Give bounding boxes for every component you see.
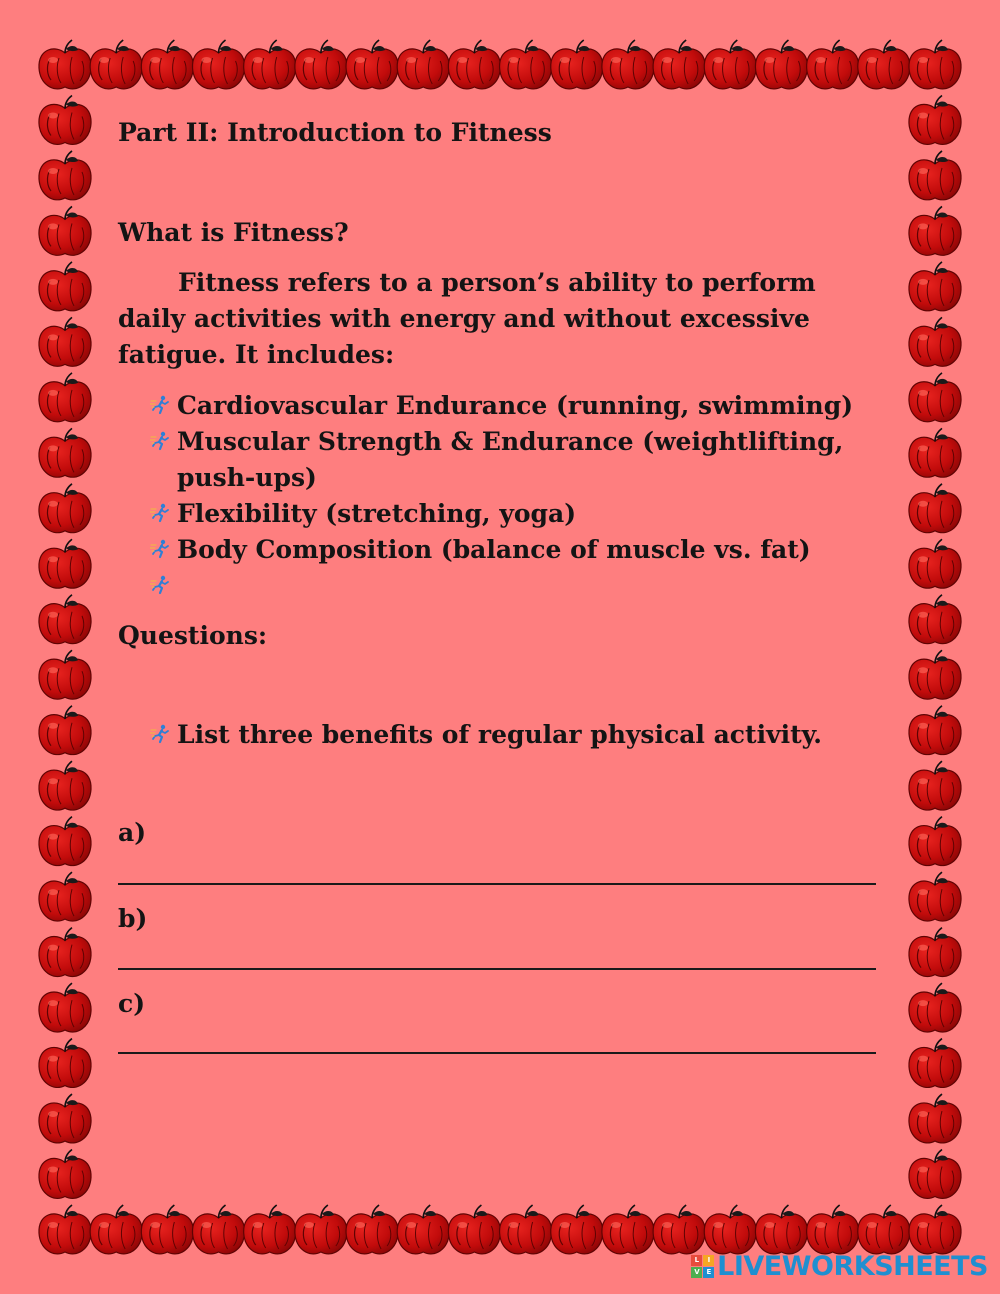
apple-icon [141,40,193,89]
apple-icon [39,595,91,644]
apple-icon [39,373,91,422]
apple-icon [858,40,910,89]
answer-label-b: b) [118,904,148,933]
apple-icon [755,40,807,89]
apple-icon [39,428,91,477]
questions-list [150,717,880,753]
list-item [150,424,880,496]
apple-icon [39,40,91,89]
answer-line-a[interactable] [118,883,876,885]
apple-icon [39,206,91,255]
apple-icon [909,262,961,311]
apple-icon [39,650,91,699]
apple-icon [909,928,961,977]
apple-icon [704,1205,756,1254]
apple-icon [909,761,961,810]
answer-line-b[interactable] [118,968,876,970]
apple-icon [39,983,91,1032]
apple-icon [602,1205,654,1254]
logo-block: V [691,1267,702,1278]
apple-icon [448,40,500,89]
apple-icon [909,484,961,533]
apple-icon [909,1205,961,1254]
apple-icon [39,539,91,588]
logo-block: I [703,1255,714,1266]
apple-icon [39,1205,91,1254]
apple-icon [39,706,91,755]
apple-icon [295,1205,347,1254]
component-label: Body Composition (balance of muscle vs. fat) [177,535,811,564]
apple-icon [39,1039,91,1088]
apple-icon [653,1205,705,1254]
apple-icon [551,40,603,89]
apple-icon [909,650,961,699]
apple-icon [909,373,961,422]
list-item [150,532,880,568]
apple-icon [909,983,961,1032]
apple-icon [39,928,91,977]
apple-icon [909,1150,961,1199]
apple-icon [39,262,91,311]
apple-icon [909,706,961,755]
runner-icon [150,431,170,451]
apple-icon [39,872,91,921]
apple-icon [807,40,859,89]
part-title: Part II: Introduction to Fitness [118,118,552,147]
section-title: What is Fitness? [118,218,349,247]
question-text: List three benefits of regular physical activity. [177,720,822,749]
apple-icon [39,1150,91,1199]
apple-icon [244,1205,296,1254]
apple-icon [500,40,552,89]
apple-icon [39,1094,91,1143]
apple-icon [909,595,961,644]
apple-icon [909,817,961,866]
list-item [150,496,880,532]
apple-icon [90,40,142,89]
answer-line-c[interactable] [118,1052,876,1054]
component-label: Cardiovascular Endurance (running, swimming) [177,391,854,420]
apple-icon [909,151,961,200]
apple-icon [909,95,961,144]
apple-icon [39,761,91,810]
runner-icon [150,724,170,744]
logo-block: E [703,1267,714,1278]
apple-icon [397,1205,449,1254]
apple-icon [909,539,961,588]
apple-icon [141,1205,193,1254]
apple-icon [295,40,347,89]
apple-icon [909,872,961,921]
list-item [150,388,880,424]
answer-label-a: a) [118,818,147,847]
logo-text: LIVEWORKSHEETS [717,1251,988,1282]
runner-icon [150,539,170,559]
apple-icon [39,317,91,366]
apple-icon [909,40,961,89]
apple-icon [346,1205,398,1254]
liveworksheets-logo [691,1251,988,1282]
apple-icon [192,40,244,89]
component-label: Muscular Strength & Endurance (weightlifting, push-ups) [177,427,844,492]
apple-icon [39,151,91,200]
apple-icon [551,1205,603,1254]
apple-icon [858,1205,910,1254]
apple-icon [397,40,449,89]
apple-icon [39,817,91,866]
apple-icon [909,428,961,477]
apple-icon [807,1205,859,1254]
apple-icon [909,1094,961,1143]
intro-paragraph: Fitness refers to a person’s ability to perform daily activities with energy and without excessive fatigue. It includes: [118,268,816,369]
apple-icon [346,40,398,89]
apple-icon [909,206,961,255]
runner-icon [150,395,170,415]
apple-icon [602,40,654,89]
apple-icon [500,1205,552,1254]
question-item [150,717,880,753]
questions-heading: Questions: [118,621,268,650]
apple-icon [909,1039,961,1088]
apple-icon [704,40,756,89]
logo-block: L [691,1255,702,1266]
apple-icon [653,40,705,89]
answer-label-c: c) [118,989,146,1018]
runner-icon [150,503,170,523]
component-label: Flexibility (stretching, yoga) [177,499,577,528]
apple-icon [192,1205,244,1254]
logo-mark [691,1255,714,1278]
apple-icon [448,1205,500,1254]
apple-icon [90,1205,142,1254]
apple-icon [39,484,91,533]
list-item [150,568,880,604]
runner-icon [150,575,170,595]
apple-icon [909,317,961,366]
apple-icon [39,95,91,144]
fitness-components-list [150,388,880,604]
apple-icon [755,1205,807,1254]
apple-icon [244,40,296,89]
